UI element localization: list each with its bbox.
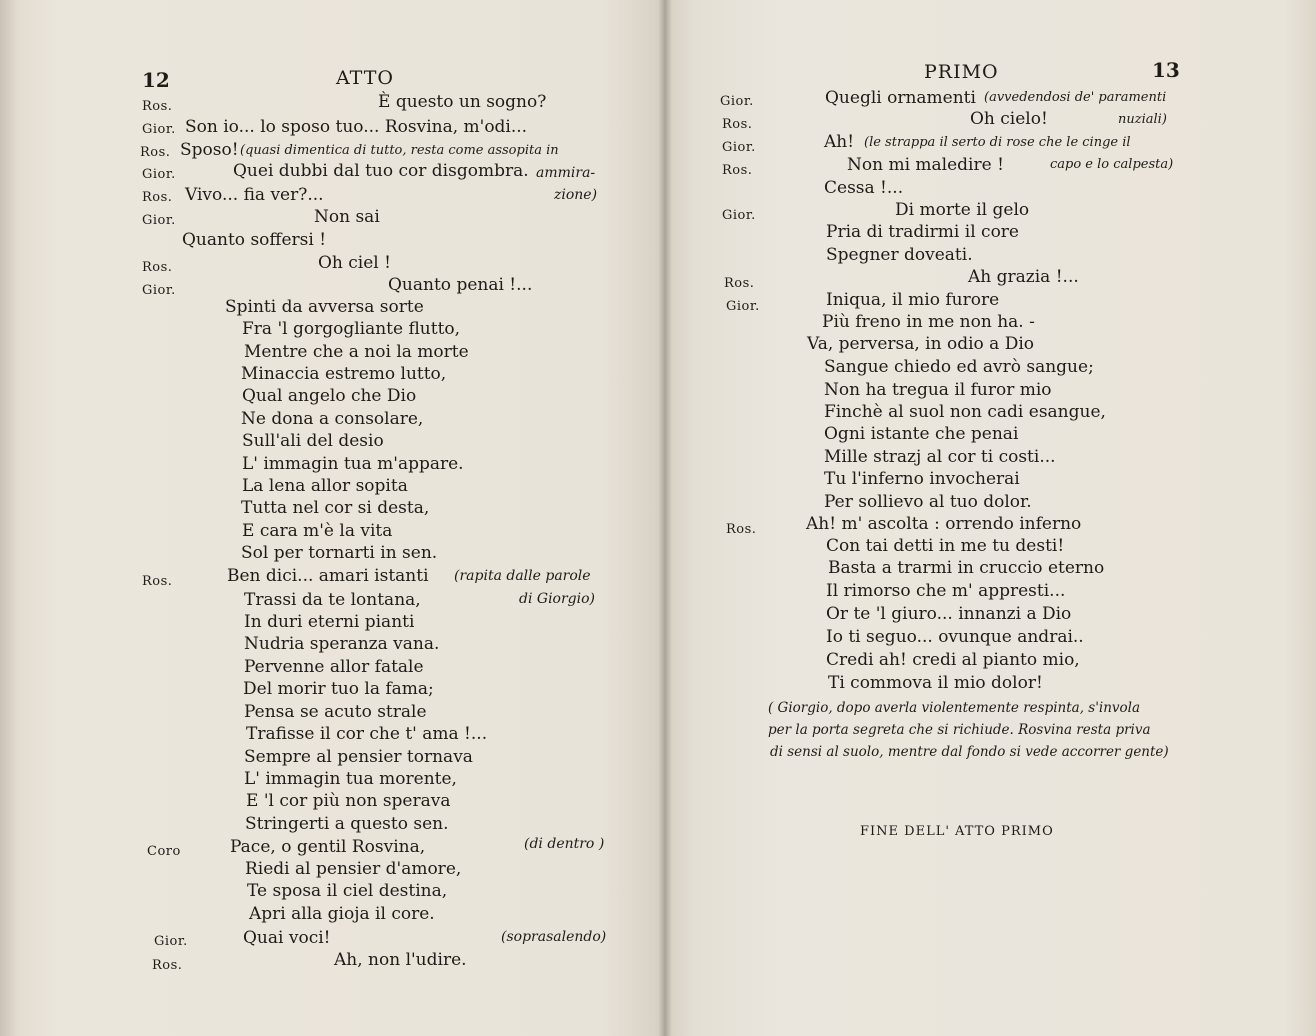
verse-line: Nudria speranza vana. bbox=[244, 634, 440, 654]
verse-line: Oh ciel ! bbox=[318, 253, 391, 273]
verse-line: Qual angelo che Dio bbox=[242, 386, 417, 406]
verse-line: Son io... lo sposo tuo... Rosvina, m'odi... bbox=[185, 117, 528, 137]
speaker: Gior. bbox=[726, 299, 760, 314]
verse-line: Trassi da te lontana, bbox=[244, 590, 421, 610]
verse-line: Fra 'l gorgogliante flutto, bbox=[242, 319, 461, 339]
verse-line: Iniqua, il mio furore bbox=[826, 290, 1000, 310]
verse-line: Cessa !... bbox=[824, 178, 904, 198]
verse-line: Non ha tregua il furor mio bbox=[824, 380, 1052, 400]
verse-line: Pervenne allor fatale bbox=[244, 657, 424, 677]
speaker: Gior. bbox=[142, 122, 176, 137]
running-header: PRIMO bbox=[924, 61, 999, 83]
verse-line: Quai voci! bbox=[243, 928, 331, 948]
verse-line: Sposo! bbox=[180, 140, 239, 160]
verse-line: Sull'ali del desio bbox=[242, 431, 384, 451]
speaker: Gior. bbox=[722, 208, 756, 223]
speaker: Ros. bbox=[722, 163, 753, 178]
verse-line: Mentre che a noi la morte bbox=[244, 342, 469, 362]
speaker: Ros. bbox=[142, 260, 173, 275]
stage-direction: (le strappa il serto di rose che le cinge il bbox=[864, 135, 1131, 150]
verse-line: Sempre al pensier tornava bbox=[244, 747, 473, 767]
verse-line: Spegner doveati. bbox=[826, 245, 973, 265]
verse-line: Non mi maledire ! bbox=[847, 155, 1004, 175]
verse-line: E 'l cor più non sperava bbox=[246, 791, 451, 811]
speaker: Ros. bbox=[722, 117, 753, 132]
verse-line: Sol per tornarti in sen. bbox=[241, 543, 438, 563]
verse-line: Ti commova il mio dolor! bbox=[828, 673, 1043, 693]
stage-direction: ammira- bbox=[536, 165, 596, 181]
verse-line: Ah, non l'udire. bbox=[334, 950, 467, 970]
verse-line: Il rimorso che m' appresti... bbox=[826, 581, 1066, 601]
speaker: Ros. bbox=[724, 276, 755, 291]
act-end-caption: FINE DELL' ATTO PRIMO bbox=[860, 824, 1054, 839]
stage-direction: (rapita dalle parole bbox=[454, 568, 591, 584]
verse-line: Or te 'l giuro... innanzi a Dio bbox=[826, 604, 1072, 624]
speaker: Ros. bbox=[726, 522, 757, 537]
verse-line: È questo un sogno? bbox=[378, 92, 547, 112]
verse-line: Finchè al suol non cadi esangue, bbox=[824, 402, 1106, 422]
verse-line: Va, perversa, in odio a Dio bbox=[807, 334, 1035, 354]
verse-line: Io ti seguo... ovunque andrai.. bbox=[826, 627, 1084, 647]
verse-line: Pensa se acuto strale bbox=[244, 702, 427, 722]
verse-line: Del morir tuo la fama; bbox=[243, 679, 434, 699]
stage-direction: ( Giorgio, dopo averla violentemente respinta, s'invola bbox=[768, 700, 1141, 716]
stage-direction: (quasi dimentica di tutto, resta come assopita in bbox=[240, 143, 559, 158]
verse-line: Ah! bbox=[824, 132, 855, 152]
verse-line: Te sposa il ciel destina, bbox=[247, 881, 448, 901]
verse-line: In duri eterni pianti bbox=[244, 612, 415, 632]
verse-line: Ah! m' ascolta : orrendo inferno bbox=[806, 514, 1082, 534]
verse-line: Credi ah! credi al pianto mio, bbox=[826, 650, 1080, 670]
verse-line: Oh cielo! bbox=[970, 109, 1048, 129]
speaker: Gior. bbox=[142, 213, 176, 228]
speaker: Gior. bbox=[142, 167, 176, 182]
stage-direction: nuziali) bbox=[1118, 112, 1167, 127]
verse-line: Ben dici... amari istanti bbox=[227, 566, 429, 586]
verse-line: Spinti da avversa sorte bbox=[225, 297, 424, 317]
verse-line: Minaccia estremo lutto, bbox=[241, 364, 447, 384]
stage-direction: (soprasalendo) bbox=[501, 929, 607, 945]
verse-line: Per sollievo al tuo dolor. bbox=[824, 492, 1032, 512]
verse-line: Di morte il gelo bbox=[895, 200, 1030, 220]
speaker: Ros. bbox=[142, 99, 173, 114]
verse-line: Quei dubbi dal tuo cor disgombra. bbox=[233, 161, 529, 181]
verse-line: Pace, o gentil Rosvina, bbox=[230, 837, 426, 857]
page-number: 13 bbox=[1152, 58, 1180, 82]
stage-direction: di Giorgio) bbox=[519, 591, 596, 607]
verse-line: Quegli ornamenti bbox=[825, 88, 976, 108]
speaker: Ros. bbox=[142, 190, 173, 205]
stage-direction: per la porta segreta che si richiude. Rosvina resta priva bbox=[768, 722, 1151, 738]
verse-line: E cara m'è la vita bbox=[242, 521, 393, 541]
verse-line: Ne dona a consolare, bbox=[241, 409, 424, 429]
verse-line: Apri alla gioja il core. bbox=[249, 904, 435, 924]
right-page bbox=[664, 0, 1316, 1036]
verse-line: Non sai bbox=[314, 207, 380, 227]
verse-line: Basta a trarmi in cruccio eterno bbox=[828, 558, 1105, 578]
stage-direction: (avvedendosi de' paramenti bbox=[984, 90, 1167, 105]
verse-line: Mille strazj al cor ti costi... bbox=[824, 447, 1056, 467]
verse-line: Quanto penai !... bbox=[388, 275, 533, 295]
verse-line: Ah grazia !... bbox=[968, 267, 1079, 287]
verse-line: L' immagin tua morente, bbox=[244, 769, 457, 789]
verse-line: Tutta nel cor si desta, bbox=[241, 498, 430, 518]
speaker: Ros. bbox=[142, 574, 173, 589]
running-header: ATTO bbox=[336, 67, 394, 89]
verse-line: Pria di tradirmi il core bbox=[826, 222, 1019, 242]
speaker: Gior. bbox=[154, 934, 188, 949]
speaker: Gior. bbox=[142, 283, 176, 298]
verse-line: Sangue chiedo ed avrò sangue; bbox=[824, 357, 1094, 377]
verse-line: Trafisse il cor che t' ama !... bbox=[246, 724, 488, 744]
verse-line: Con tai detti in me tu desti! bbox=[826, 536, 1065, 556]
page-number: 12 bbox=[142, 68, 170, 92]
speaker: Coro bbox=[147, 844, 181, 859]
verse-line: Stringerti a questo sen. bbox=[245, 814, 449, 834]
stage-direction: zione) bbox=[554, 187, 598, 203]
verse-line: Più freno in me non ha. - bbox=[822, 312, 1035, 332]
verse-line: La lena allor sopita bbox=[242, 476, 408, 496]
verse-line: Riedi al pensier d'amore, bbox=[245, 859, 462, 879]
speaker: Ros. bbox=[140, 145, 171, 160]
verse-line: Tu l'inferno invocherai bbox=[824, 469, 1020, 489]
verse-line: Ogni istante che penai bbox=[824, 424, 1019, 444]
verse-line: L' immagin tua m'appare. bbox=[242, 454, 464, 474]
stage-direction: di sensi al suolo, mentre dal fondo si vede accorrer gente) bbox=[770, 744, 1169, 760]
verse-line: Quanto soffersi ! bbox=[182, 230, 327, 250]
speaker: Gior. bbox=[722, 140, 756, 155]
speaker: Ros. bbox=[152, 958, 183, 973]
stage-direction: (di dentro ) bbox=[524, 836, 605, 852]
stage-direction: capo e lo calpesta) bbox=[1050, 157, 1174, 172]
book-gutter bbox=[658, 0, 672, 1036]
verse-line: Vivo... fia ver?... bbox=[185, 185, 324, 205]
speaker: Gior. bbox=[720, 94, 754, 109]
